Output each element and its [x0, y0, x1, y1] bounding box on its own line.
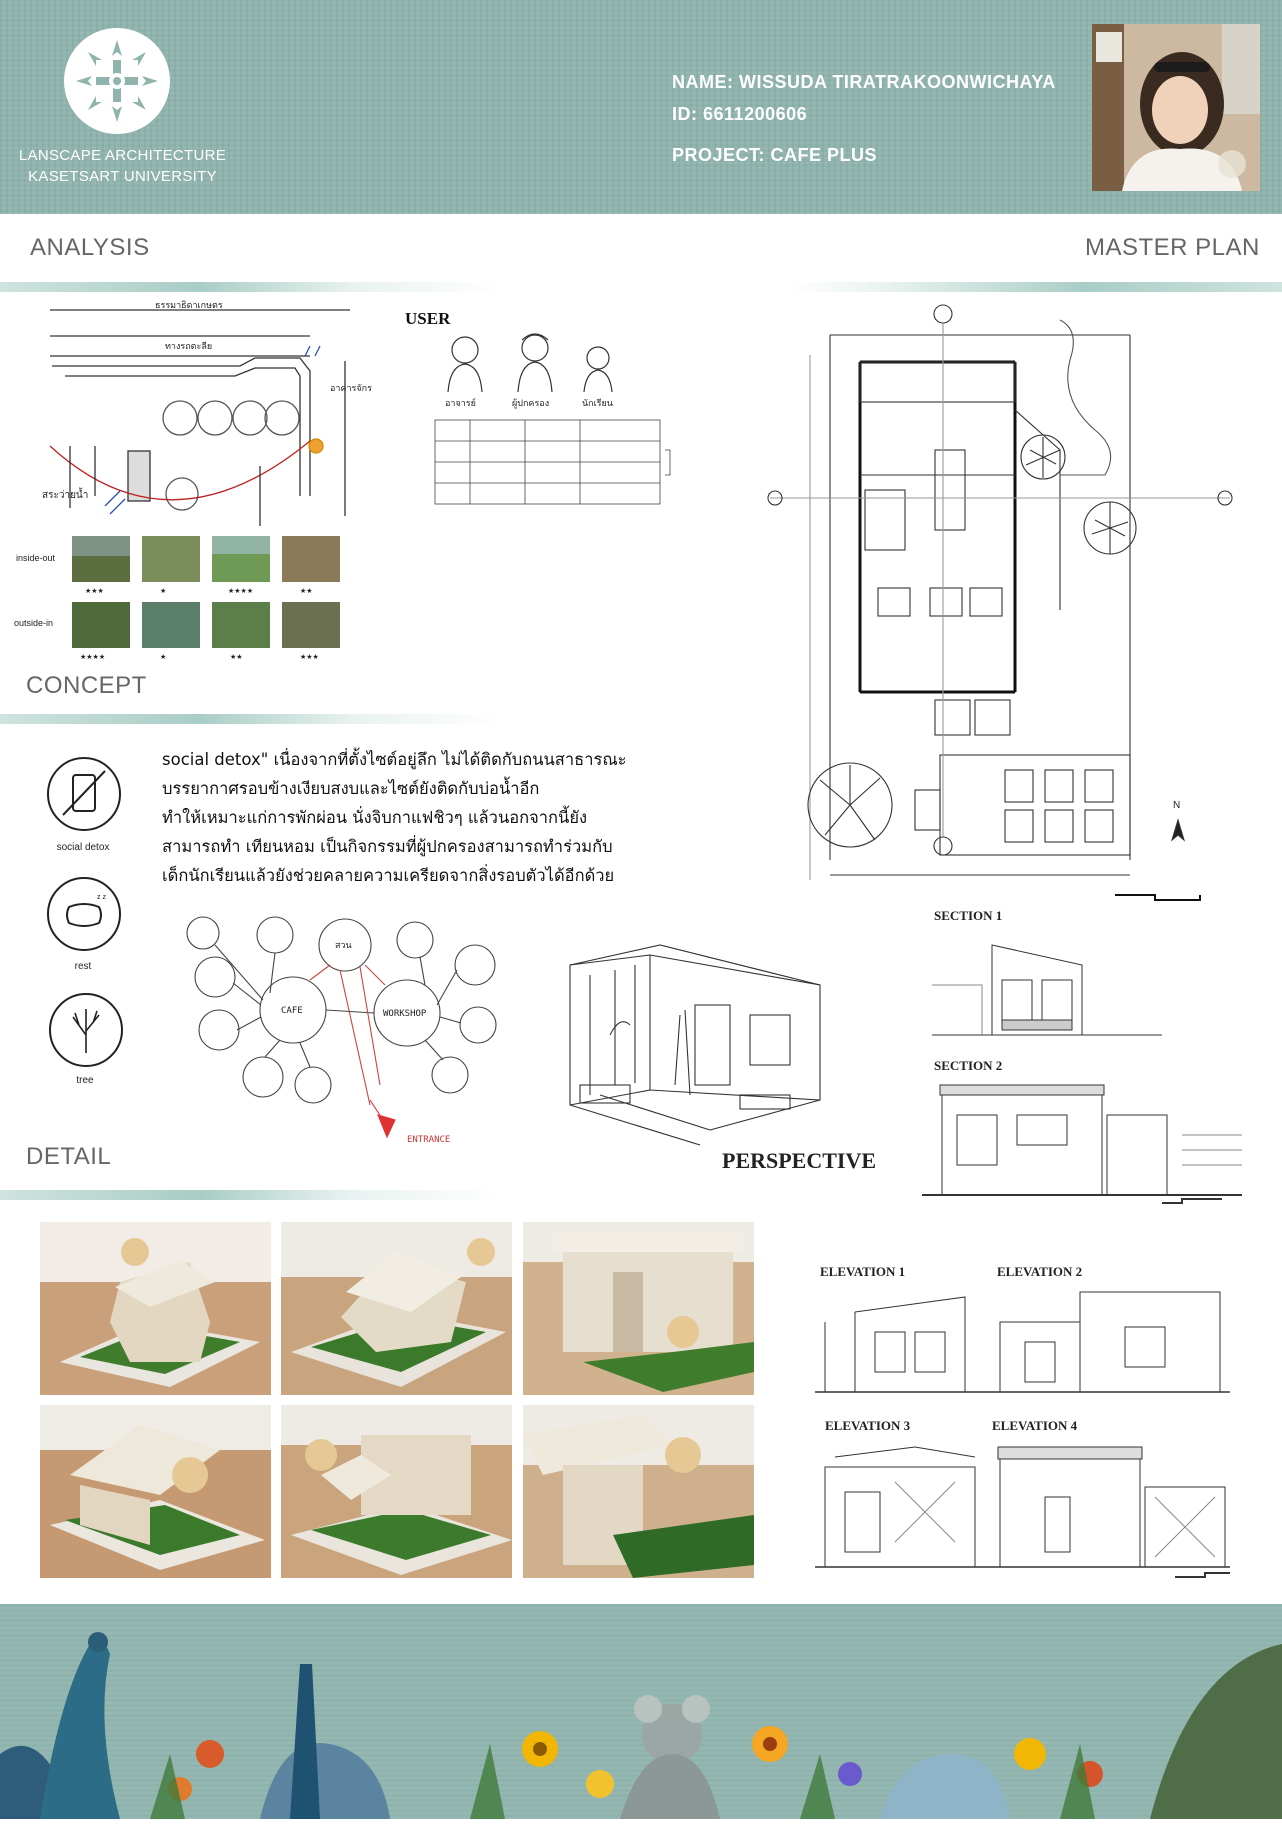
- star-rating: ★★: [230, 654, 243, 661]
- pond-label: สระว่ายน้ำ: [42, 490, 89, 501]
- tree-icon: [49, 993, 123, 1067]
- model-photo: [523, 1222, 754, 1395]
- concept-title: CONCEPT: [26, 672, 147, 699]
- user-label: ผู้ปกครอง: [512, 398, 550, 408]
- star-rating: ★★★★: [80, 654, 106, 661]
- pillow-icon: [47, 877, 121, 951]
- footer-illustration: [0, 1604, 1282, 1819]
- tree-label: tree: [76, 1075, 94, 1086]
- building-right-label: อาคารจักร: [330, 383, 372, 393]
- model-photo: [281, 1222, 512, 1395]
- perspective-drawing: [560, 935, 890, 1155]
- star-rating: ★: [160, 588, 167, 595]
- master-plan-title: MASTER PLAN: [1085, 234, 1260, 261]
- section2-drawing: [922, 1075, 1267, 1210]
- project-label: PROJECT:: [672, 145, 766, 165]
- star-rating: ★★: [300, 588, 313, 595]
- kasetsart-logo-icon: [62, 26, 172, 136]
- entrance-label: ENTRANCE: [407, 1135, 451, 1145]
- section1-label: SECTION 1: [934, 908, 1003, 923]
- id-label: ID:: [672, 104, 698, 124]
- road-mid-label: ทางรถตะลีย: [165, 341, 213, 351]
- north-label: N: [1173, 800, 1181, 811]
- institution-line2: KASETSART UNIVERSITY: [28, 168, 217, 185]
- star-rating: ★★★: [300, 654, 319, 661]
- star-rating: ★★★★: [228, 588, 254, 595]
- bird-icon: [260, 1743, 390, 1819]
- user-figure-student: [584, 347, 612, 392]
- master-plan-drawing: [760, 300, 1240, 910]
- concept-rule: [0, 714, 500, 724]
- concept-line: บรรยากาศรอบข้างเงียบสงบและไซต์ยังติดกับบ่อน้ำอีก: [162, 779, 540, 798]
- master-plan-rule: [790, 282, 1282, 292]
- bubble-cafe-label: CAFE: [281, 1006, 303, 1016]
- inside-out-label: inside-out: [16, 553, 56, 563]
- user-label: นักเรียน: [582, 398, 613, 408]
- concept-line: social detox" เนื่องจากที่ตั้งไซต์อยู่ลึก ไม่ได้ติดกับถนนสาธารณะ: [162, 750, 627, 769]
- name-value: WISSUDA TIRATRAKOONWICHAYA: [739, 72, 1056, 92]
- concept-paragraph: [162, 745, 632, 890]
- elevation1-label: ELEVATION 1: [820, 1264, 906, 1279]
- rest-label: rest: [74, 961, 92, 972]
- student-name: [672, 72, 1056, 93]
- social-detox-label: social detox: [56, 842, 110, 853]
- section1-drawing: [922, 925, 1262, 1045]
- star-rating: ★: [160, 654, 167, 661]
- section2-label: SECTION 2: [934, 1058, 1003, 1073]
- analysis-rule: [0, 282, 500, 292]
- concept-line: สามารถทำ เทียนหอม เป็นกิจกรรมที่ผู้ปกครองสามารถทำร่วมกับ: [162, 837, 613, 856]
- user-figure-parent: [518, 334, 552, 392]
- student-photo: [1092, 24, 1260, 191]
- perspective-label: PERSPECTIVE: [722, 1148, 877, 1173]
- svg-text:z z: z z: [97, 894, 106, 901]
- elevation-drawings: [815, 1282, 1235, 1582]
- institution-line1: LANSCAPE ARCHITECTURE: [18, 147, 227, 164]
- id-value: 6611200606: [703, 104, 808, 124]
- no-phone-icon: [47, 757, 121, 831]
- analysis-title: ANALYSIS: [30, 234, 150, 261]
- bubble-diagram: [175, 905, 505, 1155]
- project-title: [672, 145, 877, 166]
- detail-rule: [0, 1190, 500, 1200]
- model-photo: [40, 1222, 271, 1395]
- user-figure-teacher: [448, 337, 482, 392]
- bubble-workshop-label: WORKSHOP: [383, 1009, 427, 1019]
- header-banner: [0, 0, 1282, 214]
- road-top-label: ธรรมาธิดาเกษตร: [155, 300, 223, 310]
- bubble-garden-label: สวน: [335, 941, 352, 951]
- user-title: USER: [405, 309, 451, 328]
- site-analysis-sketch: [10, 296, 372, 661]
- institution-name: [10, 145, 235, 187]
- elevation4-label: ELEVATION 4: [992, 1418, 1078, 1433]
- model-photo: [523, 1405, 754, 1578]
- elevation3-label: ELEVATION 3: [825, 1418, 911, 1433]
- project-value: CAFE PLUS: [770, 145, 878, 165]
- student-id: [672, 104, 807, 125]
- outside-in-label: outside-in: [14, 618, 54, 628]
- model-photo: [40, 1405, 271, 1578]
- detail-title: DETAIL: [26, 1143, 112, 1170]
- concept-line: เด็กนักเรียนแล้วยังช่วยคลายความเครียดจากสิ่งรอบตัวได้อีกด้วย: [162, 866, 615, 885]
- lion-icon: [880, 1754, 1010, 1819]
- concept-line: ทำให้เหมาะแก่การพักผ่อน นั่งจิบกาแฟชิวๆ แล้วนอกจากนี้ยัง: [162, 808, 588, 827]
- name-label: NAME:: [672, 72, 734, 92]
- star-rating: ★★★: [85, 588, 104, 595]
- user-label: อาจารย์: [445, 398, 476, 408]
- peacock-icon: [40, 1638, 120, 1819]
- user-analysis: [400, 300, 730, 510]
- model-photo: [281, 1405, 512, 1578]
- elevation2-label: ELEVATION 2: [997, 1264, 1083, 1279]
